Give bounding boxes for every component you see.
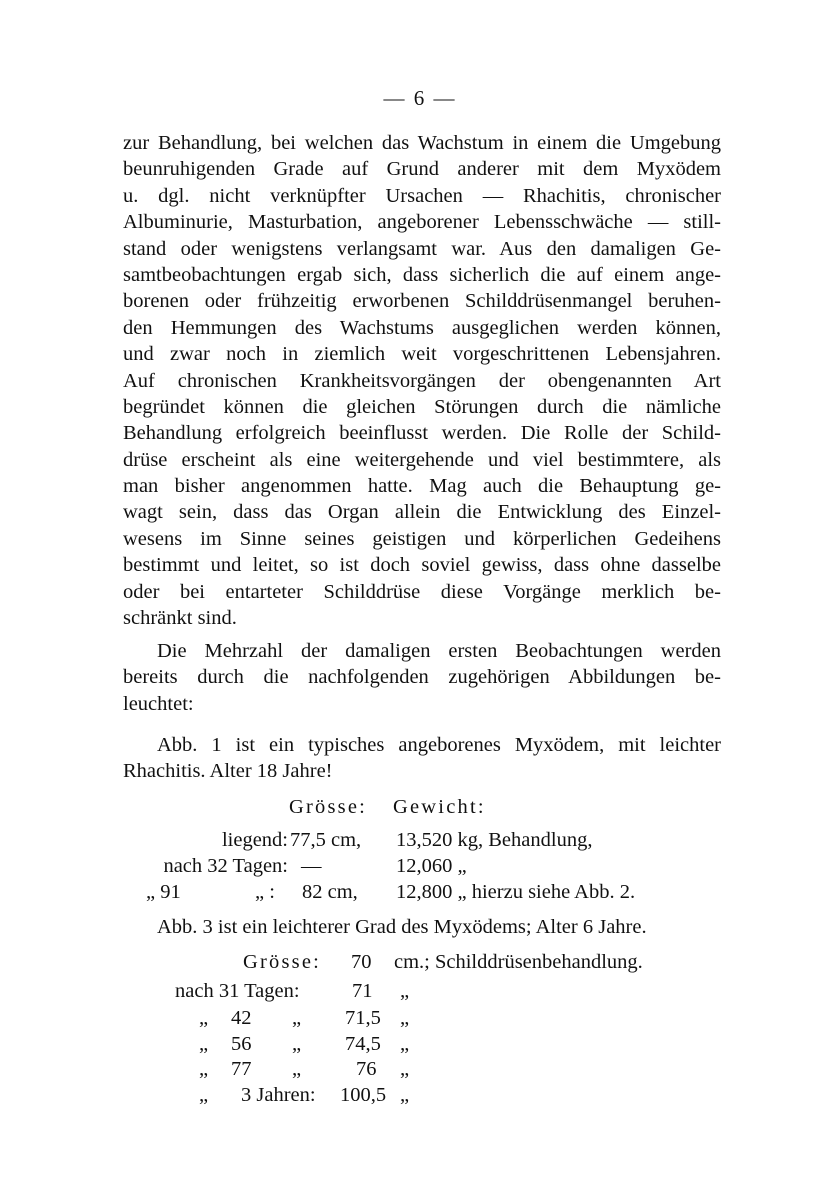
paragraph-intro-figures [123,638,721,717]
table1-row-label: nach 32 Tagen: [163,855,288,877]
text-line: stand oder wenigstens verlangsamt war. Aus den damaligen Ge- [123,237,721,260]
text-line: Behandlung erfolgreich beeinflusst werden. Die Rolle der Schild- [123,422,721,445]
text-line: Rhachitis. Alter 18 Jahre! [123,760,333,783]
table2-row-ditto: „ [292,1033,302,1055]
table2-header-value: 70 [351,951,372,973]
text-line: man bisher angenommen hatte. Mag auch die Behauptung ge- [123,475,721,498]
table2-row-label: 56 [231,1033,252,1055]
paragraph-main [123,130,721,631]
table2-row-ditto: „ [199,1058,209,1080]
table1-row-size: 82 cm, [302,881,358,903]
table2-row-ditto: „ [400,1033,410,1055]
table1-row-label: „ 91 [146,881,181,903]
text-line: bestimmt und leitet, so ist doch soviel gewiss, dass ohne dasselbe [123,554,721,577]
table1-row-weight: 13,520 kg, Behandlung, [396,829,593,851]
text-line: wagt sein, dass das Organ allein die Entwicklung des Einzel- [123,501,721,524]
table2-row-ditto: „ [400,1058,410,1080]
table2-row-ditto: „ [199,1033,209,1055]
table2-row-value: 71 [352,980,373,1002]
paragraph-abb1 [123,732,721,785]
table1-row-size: 77,5 cm, [290,829,362,851]
text-line: den Hemmungen des Wachstums ausgeglichen werden können, [123,316,721,339]
table2-header-label: Grösse: [243,951,322,973]
text-line: Die Mehrzahl der damaligen ersten Beobachtungen werden [157,640,721,662]
table2-row-label: 3 Jahren: [241,1084,316,1106]
table2-row-ditto: „ [400,1084,410,1106]
table2-row-ditto: „ [199,1084,209,1106]
table1-row-weight: 12,060 „ [396,855,467,877]
table2-row-value: 100,5 [340,1084,387,1106]
table1-row-label-ditto: „ : [255,881,275,903]
table2-row-ditto: „ [292,1007,302,1029]
table2-row-value: 71,5 [345,1007,381,1029]
text-line: beunruhigenden Grade auf Grund anderer mit dem Myxödem [123,158,721,181]
table2-row-ditto: „ [199,1007,209,1029]
table2-row-ditto: „ [292,1058,302,1080]
text-line: schränkt sind. [123,607,237,630]
table2-row-ditto: „ [400,1007,410,1029]
text-line: leuchtet: [123,692,194,715]
page-number: — 6 — [383,86,457,110]
paragraph-abb3: Abb. 3 ist ein leichterer Grad des Myxödems; Alter 6 Jahre. [157,916,647,938]
text-line: samtbeobachtungen ergab sich, dass sicherlich die auf einem ange- [123,263,721,286]
table2-row-label: 42 [231,1007,252,1029]
text-line: u. dgl. nicht verknüpfter Ursachen — Rhachitis, chronischer [123,184,721,207]
table2-row-ditto: „ [400,980,410,1002]
text-line: wesens im Sinne seines geistigen und körperlichen Gedeihens [123,527,721,550]
text-line: Albuminurie, Masturbation, angeborener Lebensschwäche — still- [123,211,721,234]
text-line: Abb. 1 ist ein typisches angeborenes Myxödem, mit leichter [157,734,721,756]
table2-row-value: 76 [356,1058,377,1080]
text-line: Auf chronischen Krankheitsvorgängen der obengenannten Art [123,369,721,392]
text-line: und zwar noch in ziemlich weit vorgeschrittenen Lebensjahren. [123,343,721,366]
table2-row-value: 74,5 [345,1033,381,1055]
table2-row-label: nach 31 Tagen: [175,980,300,1002]
table1-row-weight: 12,800 „ hierzu siehe Abb. 2. [396,881,636,903]
table2-header-unit: cm.; Schilddrüsenbehandlung. [394,951,643,973]
table1-row-size: — [301,855,322,877]
table1-header-size: Grösse: [289,796,368,818]
text-line: bereits durch die nachfolgenden zugehörigen Abbildungen be- [123,666,721,689]
text-line: begründet können die gleichen Störungen durch die nämliche [123,395,721,418]
text-line: oder bei entarteter Schilddrüse diese Vorgänge merklich be- [123,580,721,603]
table1-header-weight: Gewicht: [393,796,486,818]
text-line: drüse erscheint als eine weitergehende und viel bestimmtere, als [123,448,721,471]
text-line: zur Behandlung, bei welchen das Wachstum in einem die Umgebung [123,132,721,154]
table2-row-label: 77 [231,1058,252,1080]
table1-row-label: liegend: [221,829,288,851]
text-line: borenen oder frühzeitig erworbenen Schilddrüsenmangel beruhen- [123,290,721,313]
